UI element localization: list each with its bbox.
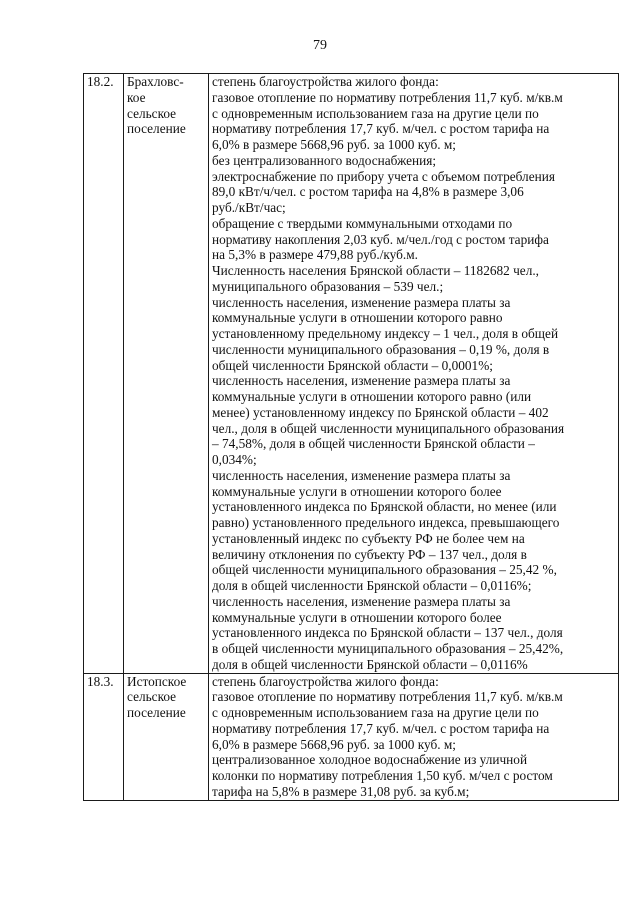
description-line: колонки по нормативу потребления 1,50 куб. м/чел с ростом: [212, 768, 553, 783]
description-line: 0,034%;: [212, 452, 257, 467]
description-line: – 74,58%, доля в общей численности Брянской области –: [212, 436, 535, 452]
description-line: степень благоустройства жилого фонда:: [212, 673, 439, 689]
description-line: численность населения, изменение размера платы за: [212, 593, 511, 609]
description-line: доля в общей численности Брянской области – 0,0116%;: [212, 578, 532, 593]
description-line: нормативу потребления 17,7 куб. м/чел. с ростом тарифа на: [212, 720, 550, 736]
description-cell: [209, 74, 619, 674]
description-line: на 5,3% в размере 479,88 руб./куб.м.: [212, 247, 418, 263]
description-line: без централизованного водоснабжения;: [212, 152, 437, 168]
description-line: доля в общей численности Брянской области – 0,0116%: [212, 656, 528, 672]
description-line: менее) установленному индексу по Брянской области – 402: [212, 404, 549, 420]
description-line: газовое отопление по нормативу потребления 11,7 куб. м/кв.м: [212, 89, 563, 105]
description-line: руб./кВт/час;: [212, 200, 286, 215]
row-number-cell: 18.3.: [84, 673, 124, 800]
row-number-cell: 18.2.: [84, 74, 124, 674]
description-line: общей численности Брянской области – 0,0001%;: [212, 357, 493, 373]
settlement-name-line: Истопское: [127, 673, 187, 689]
description-cell: [209, 673, 619, 800]
description-line: установленный индекс по субъекту РФ не более чем на: [212, 530, 525, 546]
description-line: установленному предельному индексу – 1 чел., доля в общей: [212, 326, 559, 341]
page-number: 79: [313, 38, 327, 53]
description-line: в общей численности муниципального образования – 25,42%,: [212, 641, 564, 656]
description-line: газовое отопление по нормативу потребления 11,7 куб. м/кв.м: [212, 689, 563, 705]
description-line: численность населения, изменение размера платы за: [212, 373, 511, 389]
settlement-name-line: кое: [127, 89, 146, 105]
settlements-table: [83, 73, 619, 801]
description-line: коммунальные услуги в отношении которого более: [212, 609, 502, 625]
description-line: нормативу накопления 2,03 куб. м/чел./год с ростом тарифа: [212, 231, 549, 247]
description-line: обращение с твердыми коммунальными отходами по: [212, 215, 513, 231]
description-line: 6,0% в размере 5668,96 руб. за 1000 куб. м;: [212, 137, 456, 152]
description-line: численность населения, изменение размера платы за: [212, 467, 511, 483]
description-line: электроснабжение по прибору учета с объемом потребления: [212, 168, 555, 184]
description-line: степень благоустройства жилого фонда:: [212, 74, 439, 89]
description-line: величину отклонения по субъекту РФ – 137 чел., доля в: [212, 546, 527, 562]
description-line: 6,0% в размере 5668,96 руб. за 1000 куб. м;: [212, 736, 456, 752]
description-line: централизованное холодное водоснабжение из уличной: [212, 752, 528, 768]
settlement-name-line: сельское: [127, 105, 177, 121]
settlement-name-line: Брахловс-: [127, 74, 184, 89]
description-line: Численность населения Брянской области – 1182682 чел.,: [212, 263, 539, 278]
table-row: [84, 673, 619, 800]
description-line: коммунальные услуги в отношении которого равно: [212, 310, 503, 326]
description-line: с одновременным использованием газа на другие цели по: [212, 105, 539, 121]
description-line: тарифа на 5,8% в размере 31,08 руб. за куб.м;: [212, 783, 470, 799]
description-line: нормативу потребления 17,7 куб. м/чел. с ростом тарифа на: [212, 121, 550, 137]
description-line: численности муниципального образования – 0,19 %, доля в: [212, 341, 550, 357]
settlement-name-line: поселение: [127, 121, 186, 137]
description-line: установленного индекса по Брянской области – 137 чел., доля: [212, 625, 563, 641]
settlement-name-cell: [124, 74, 209, 674]
settlement-name-line: поселение: [127, 705, 186, 720]
settlement-name-cell: [124, 673, 209, 800]
settlement-name-line: сельское: [127, 689, 177, 705]
description-line: коммунальные услуги в отношении которого более: [212, 483, 502, 499]
description-line: установленного индекса по Брянской области, но менее (или: [212, 499, 557, 515]
description-line: равно) установленного предельного индекса, превышающего: [212, 515, 560, 530]
description-line: общей численности муниципального образования – 25,42 %,: [212, 562, 557, 578]
description-line: коммунальные услуги в отношении которого равно (или: [212, 389, 532, 404]
description-line: с одновременным использованием газа на другие цели по: [212, 705, 539, 720]
description-line: чел., доля в общей численности муниципального образования: [212, 420, 565, 436]
description-line: муниципального образования – 539 чел.;: [212, 278, 444, 294]
table-row: [84, 74, 619, 674]
description-line: 89,0 кВт/ч/чел. с ростом тарифа на 4,8% в размере 3,06: [212, 184, 524, 200]
description-line: численность населения, изменение размера платы за: [212, 294, 511, 310]
